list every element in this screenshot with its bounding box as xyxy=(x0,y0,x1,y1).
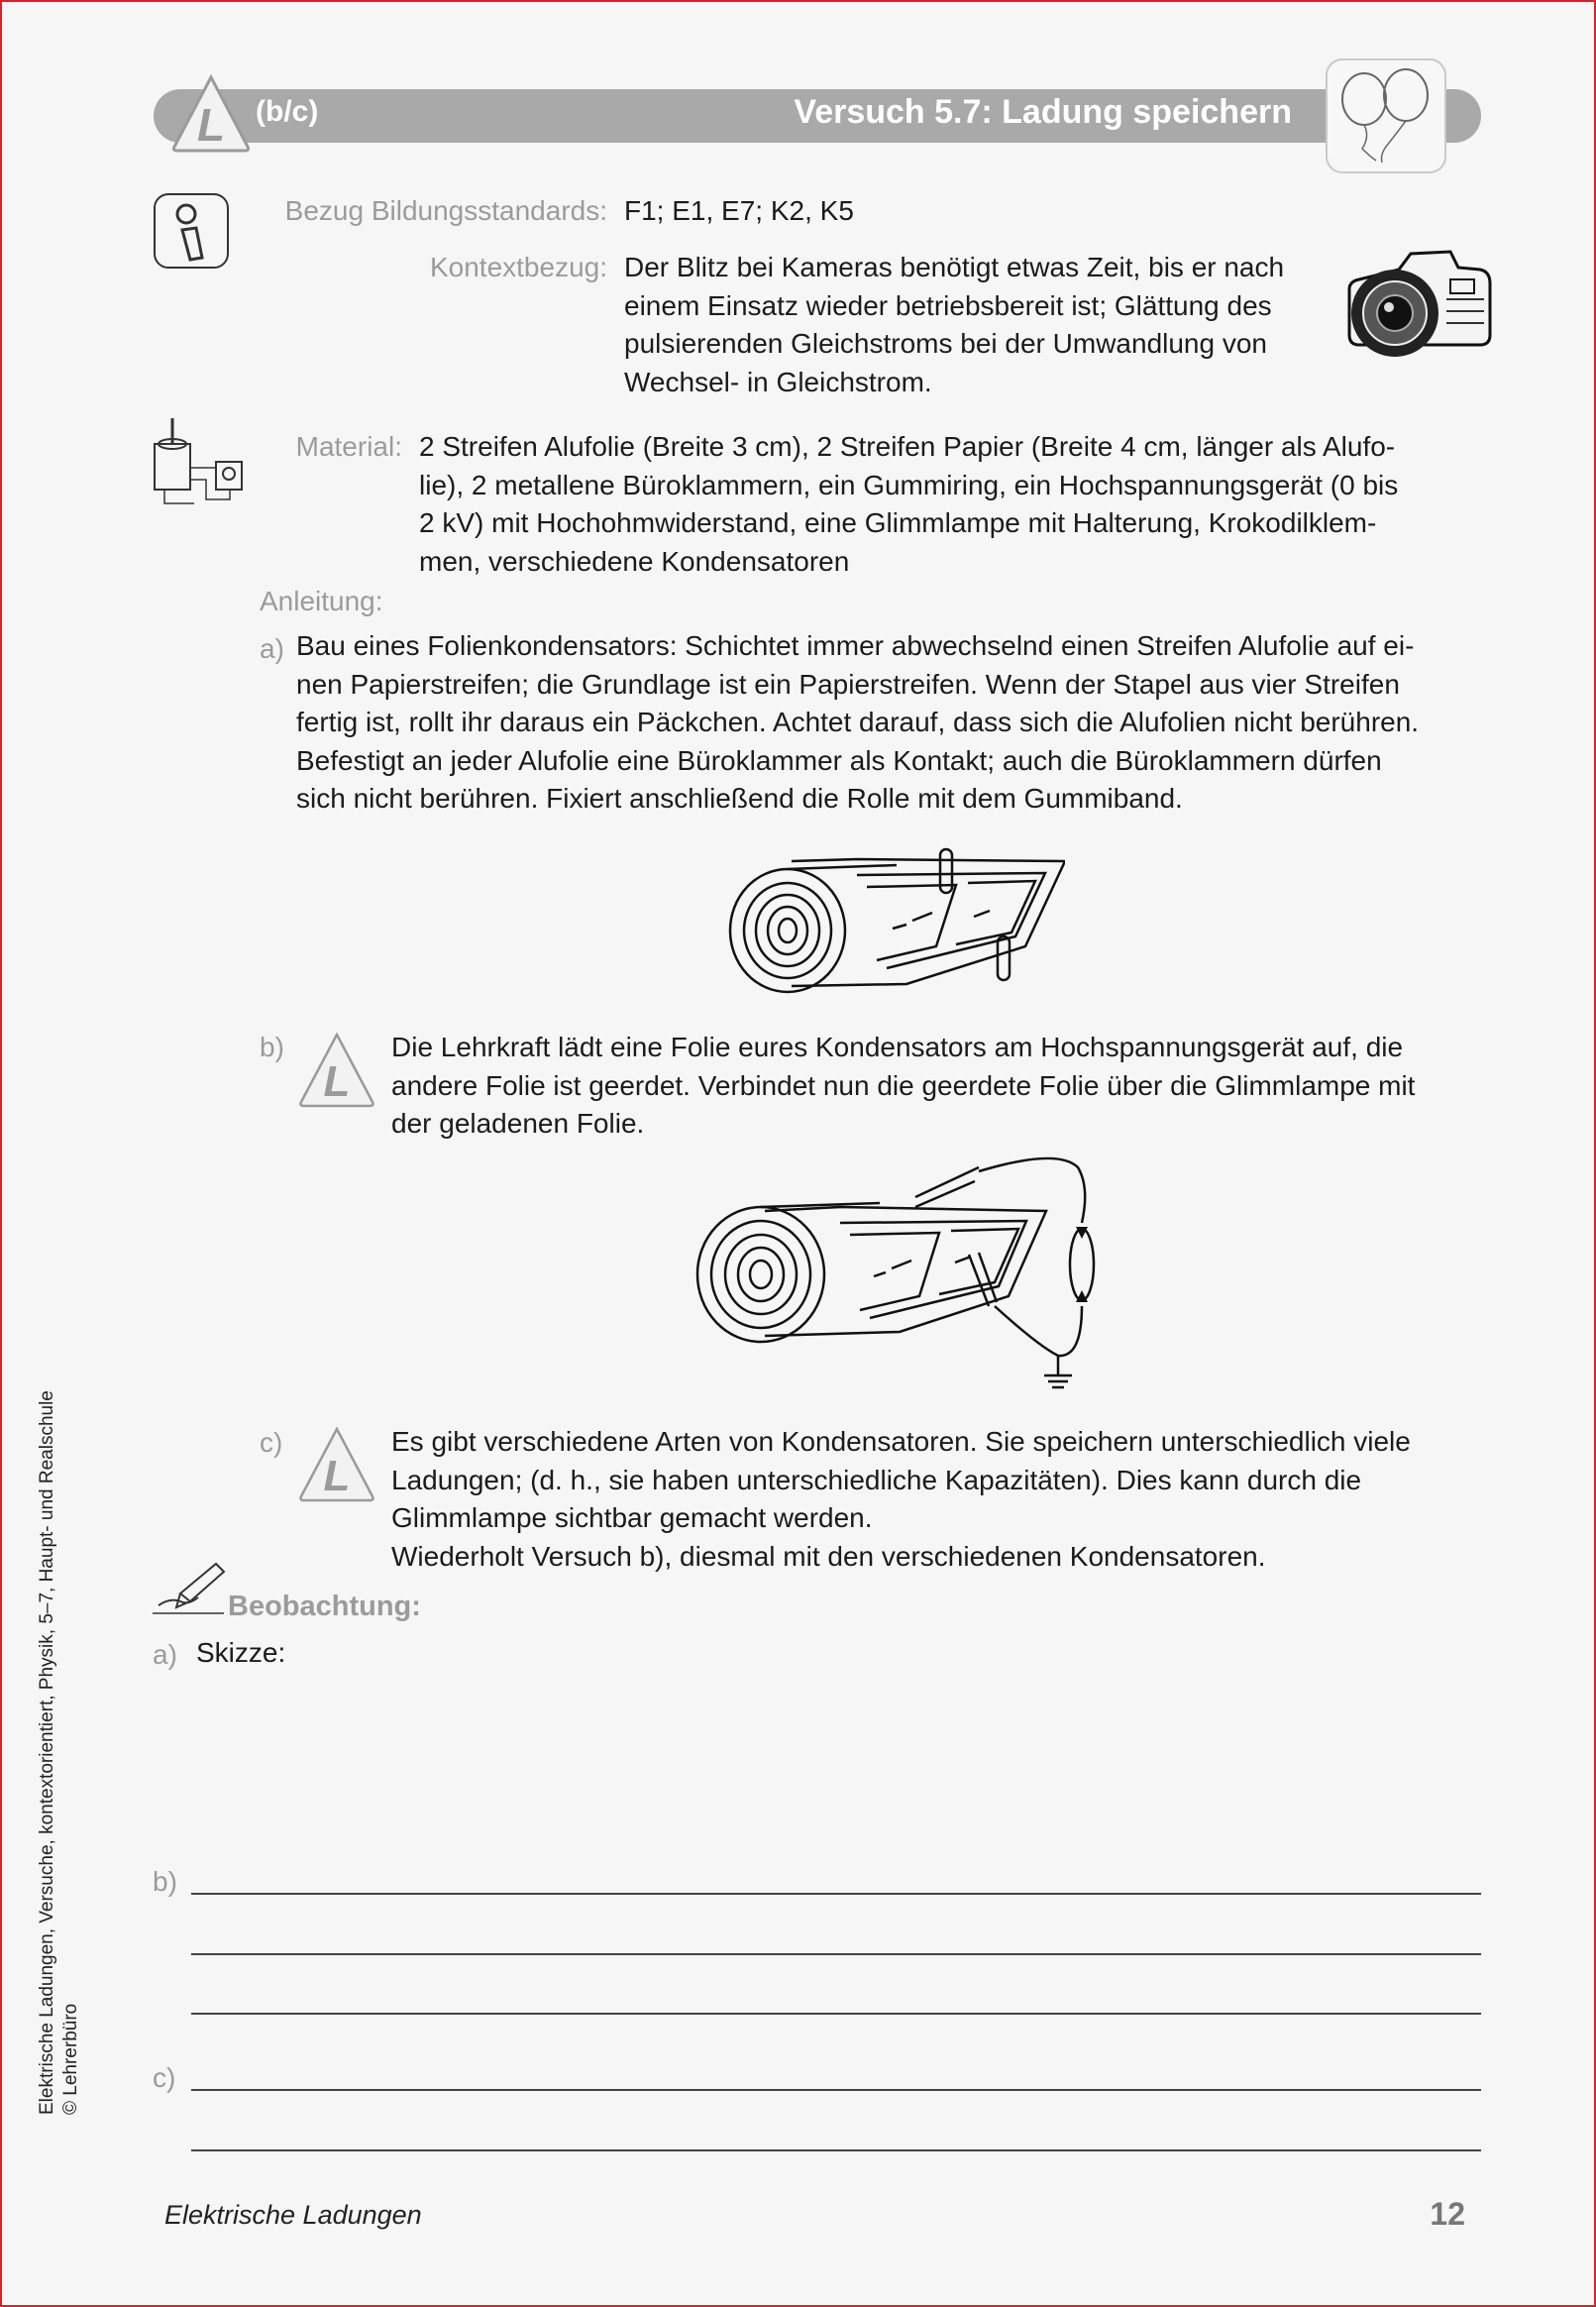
instruction-c-line: Ladungen; (d. h., sie haben unterschiedliche Kapazitäten). Dies kann durch die xyxy=(391,1464,1362,1495)
standards-label: Bezug Bildungsstandards: xyxy=(284,195,607,226)
answer-line-b2[interactable] xyxy=(191,1953,1481,1955)
instruction-c-line: Glimmlampe sichtbar gemacht werden. xyxy=(391,1502,873,1533)
pencil-writing-icon xyxy=(151,1558,228,1617)
observation-b-marker: b) xyxy=(153,1866,177,1897)
footer-book-title: Elektrische Ladungen xyxy=(164,2200,422,2230)
side-note-line: Elektrische Ladungen, Versuche, kontextorientiert, Physik, 5–7, Haupt- und Realschule xyxy=(37,1390,57,2115)
material-line: lie), 2 metallene Büroklammern, ein Gummiring, ein Hochspannungsgerät (0 bis xyxy=(419,469,1399,500)
foil-capacitor-illustration xyxy=(708,837,1065,1006)
observation-c-marker: c) xyxy=(153,2062,176,2093)
instruction-b-badge-letter: L xyxy=(323,1057,351,1106)
material-line: 2 Streifen Alufolie (Breite 3 cm), 2 Streifen Papier (Breite 4 cm, länger als Alufo- xyxy=(419,431,1396,462)
standards-value: F1; E1, E7; K2, K5 xyxy=(624,195,854,226)
instruction-b-marker: b) xyxy=(260,1032,284,1062)
answer-line-c1[interactable] xyxy=(191,2089,1481,2091)
instruction-b-line: andere Folie ist geerdet. Verbindet nun die geerdete Folie über die Glimmlampe mit xyxy=(391,1069,1416,1101)
instruction-a-line: nen Papierstreifen; die Grundlage ist ein Papierstreifen. Wenn der Stapel aus vier Streifen xyxy=(296,668,1400,700)
instructions-label: Anleitung: xyxy=(260,586,383,616)
info-icon xyxy=(153,192,230,270)
instruction-a-line: Befestigt an jeder Alufolie eine Büroklammer als Kontakt; auch die Büroklammern dürfen xyxy=(296,744,1382,776)
header-badge-letter: L xyxy=(196,99,226,151)
material-text xyxy=(419,428,1489,581)
instruction-c-line: Wiederholt Versuch b), diesmal mit den verschiedenen Kondensatoren. xyxy=(391,1540,1266,1572)
context-label: Kontextbezug: xyxy=(429,252,607,282)
context-line: pulsierenden Gleichstroms bei der Umwandlung von xyxy=(624,328,1268,359)
material-line: men, verschiedene Kondensatoren xyxy=(419,545,850,577)
instruction-b-line: Die Lehrkraft lädt eine Folie eures Kondensators am Hochspannungsgerät auf, die xyxy=(391,1032,1404,1062)
instruction-c-badge-letter: L xyxy=(323,1452,351,1500)
instruction-c-marker: c) xyxy=(260,1427,283,1458)
context-line: Der Blitz bei Kameras benötigt etwas Zeit, bis er nach xyxy=(624,252,1285,282)
instruction-c-text xyxy=(391,1423,1501,1576)
instruction-b-text xyxy=(391,1029,1501,1144)
observation-a-sketch-label: Skizze: xyxy=(196,1637,286,1668)
page-title: Versuch 5.7: Ladung speichern xyxy=(794,93,1292,131)
context-line: Wechsel- in Gleichstrom. xyxy=(624,366,932,397)
side-copyright-note xyxy=(36,1390,83,2115)
instruction-b-line: der geladenen Folie. xyxy=(391,1108,645,1139)
answer-line-c2[interactable] xyxy=(191,2149,1481,2151)
instruction-a-line: Bau eines Folienkondensators: Schichtet immer abwechselnd einen Streifen Alufolie auf ei- xyxy=(296,630,1415,661)
glow-lamp-circuit-illustration xyxy=(682,1148,1108,1401)
instruction-c-line: Es gibt verschiedene Arten von Kondensatoren. Sie speichern unterschiedlich viele xyxy=(391,1426,1411,1457)
balloons-icon xyxy=(1325,57,1447,174)
answer-line-b1[interactable] xyxy=(191,1893,1481,1895)
header-tag: (b/c) xyxy=(256,95,319,128)
instruction-a-line: sich nicht berühren. Fixiert anschließend die Rolle mit dem Gummiband. xyxy=(296,783,1183,814)
camera-icon xyxy=(1339,240,1498,367)
instruction-a-line: fertig ist, rollt ihr daraus ein Päckchen. Achtet darauf, dass sich die Alufolien nicht berühren. xyxy=(296,707,1420,737)
context-text xyxy=(624,249,1337,401)
context-line: einem Einsatz wieder betriebsbereit ist; Glättung des xyxy=(624,289,1272,321)
instruction-a-marker: a) xyxy=(260,633,284,664)
instruction-a-text xyxy=(296,627,1505,819)
teacher-badge-icon xyxy=(297,1425,376,1502)
answer-line-b3[interactable] xyxy=(191,2013,1481,2015)
apparatus-icon xyxy=(151,414,246,507)
material-line: 2 kV) mit Hochohmwiderstand, eine Glimmlampe mit Halterung, Krokodilklem- xyxy=(419,507,1377,538)
observation-a-marker: a) xyxy=(153,1639,177,1670)
material-label: Material: xyxy=(295,431,402,462)
teacher-badge-icon xyxy=(297,1031,376,1108)
side-note-line: © Lehrerbüro xyxy=(60,2003,81,2115)
observation-label: Beobachtung: xyxy=(228,1591,421,1622)
page-number: 12 xyxy=(1430,2196,1465,2232)
teacher-badge-icon xyxy=(170,73,252,153)
